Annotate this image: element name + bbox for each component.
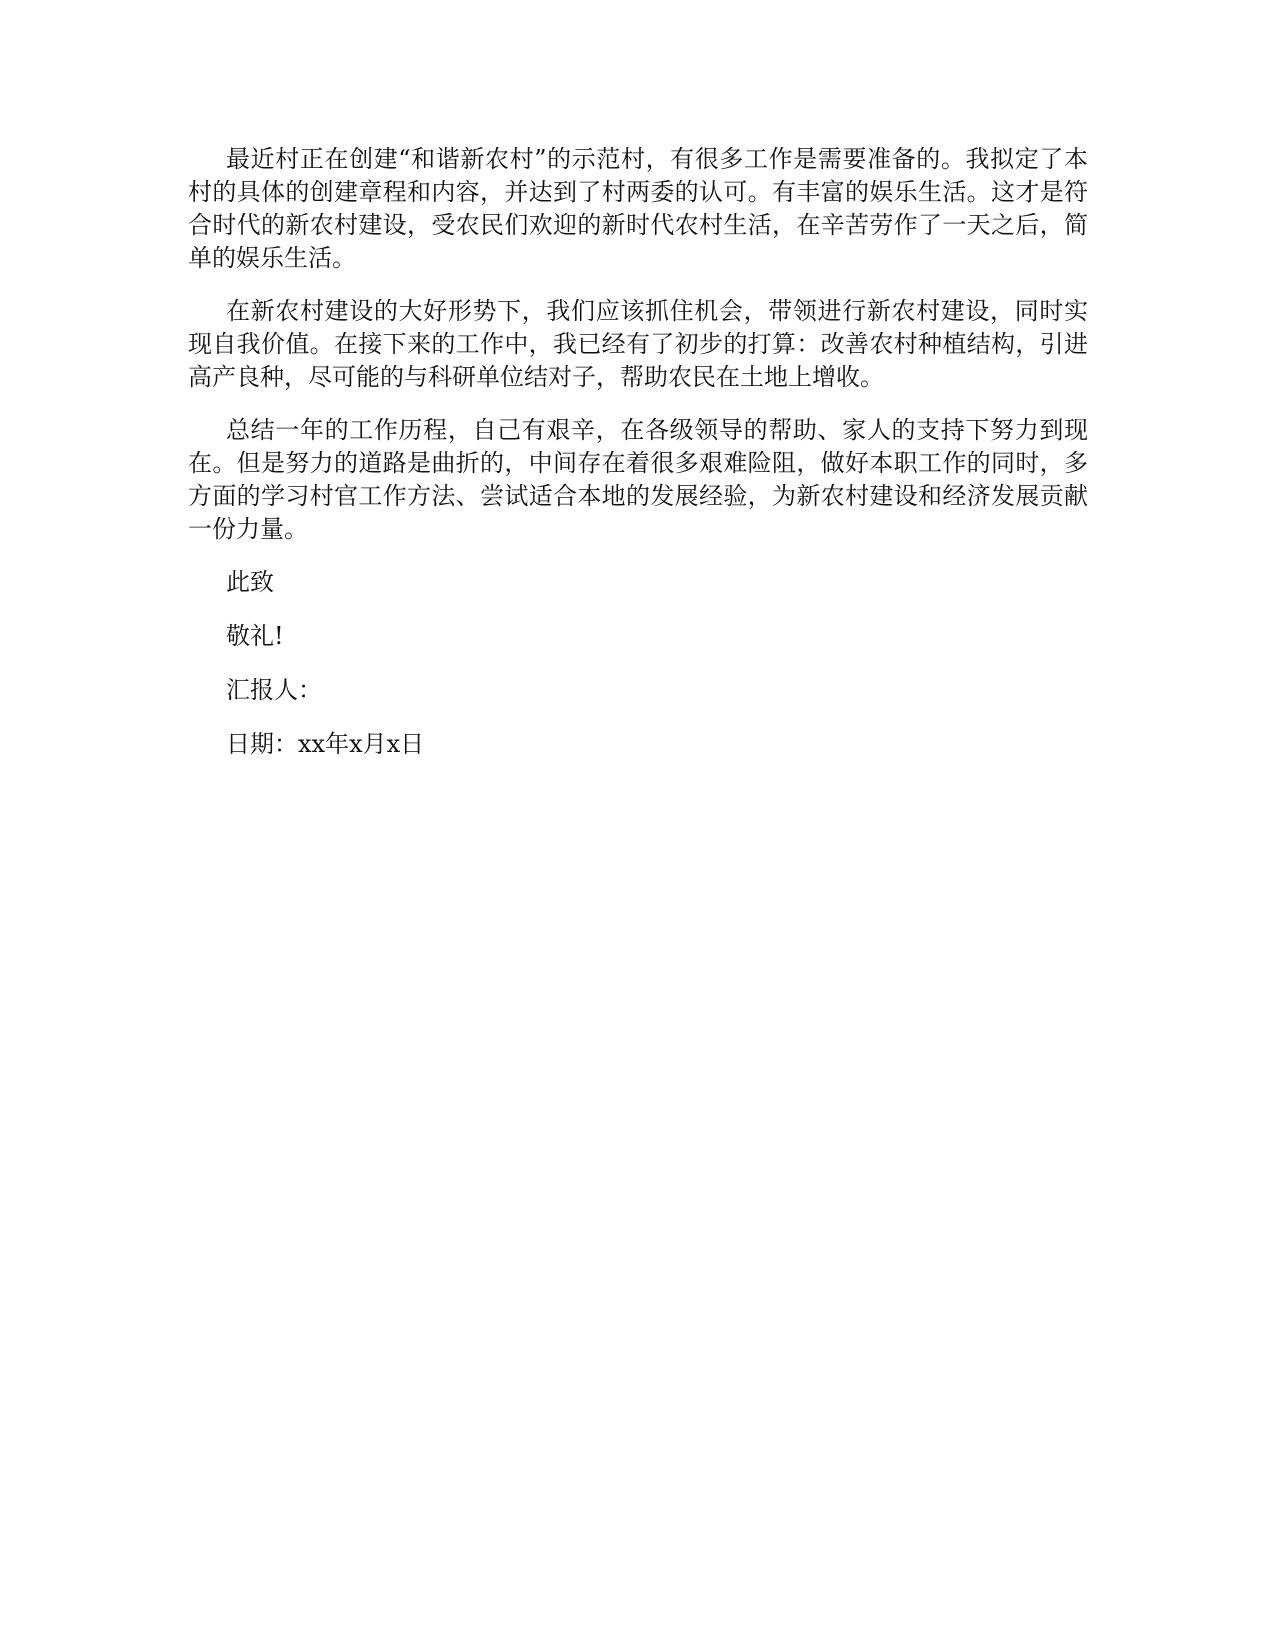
closing-line: 此致 — [226, 568, 274, 596]
salutation-line: 敬礼! — [226, 622, 284, 650]
document-page — [188, 143, 1088, 782]
date-line: 日期：xx年x月x日 — [226, 730, 425, 758]
body-paragraph-3: 总结一年的工作历程，自己有艰辛，在各级领导的帮助、家人的支持下努力到现在。但是努力的道路是曲折的，中间存在着很多艰难险阻，做好本职工作的同时，多方面的学习村官工作方法、尝试适合本地的发展经验，为新农村建设和经济发展贡献一份力量。 — [188, 416, 1088, 543]
reporter-line: 汇报人： — [226, 676, 322, 704]
body-paragraph-2: 在新农村建设的大好形势下，我们应该抓住机会，带领进行新农村建设，同时实现自我价值。在接下来的工作中，我已经有了初步的打算：改善农村种植结构，引进高产良种，尽可能的与科研单位结对子，帮助农民在土地上增收。 — [188, 297, 1088, 391]
body-paragraph-1: 最近村正在创建“和谐新农村”的示范村，有很多工作是需要准备的。我拟定了本村的具体的创建章程和内容，并达到了村两委的认可。有丰富的娱乐生活。这才是符合时代的新农村建设，受农民们欢迎的新时代农村生活，在辛苦劳作了一天之后，简单的娱乐生活。 — [188, 145, 1088, 272]
